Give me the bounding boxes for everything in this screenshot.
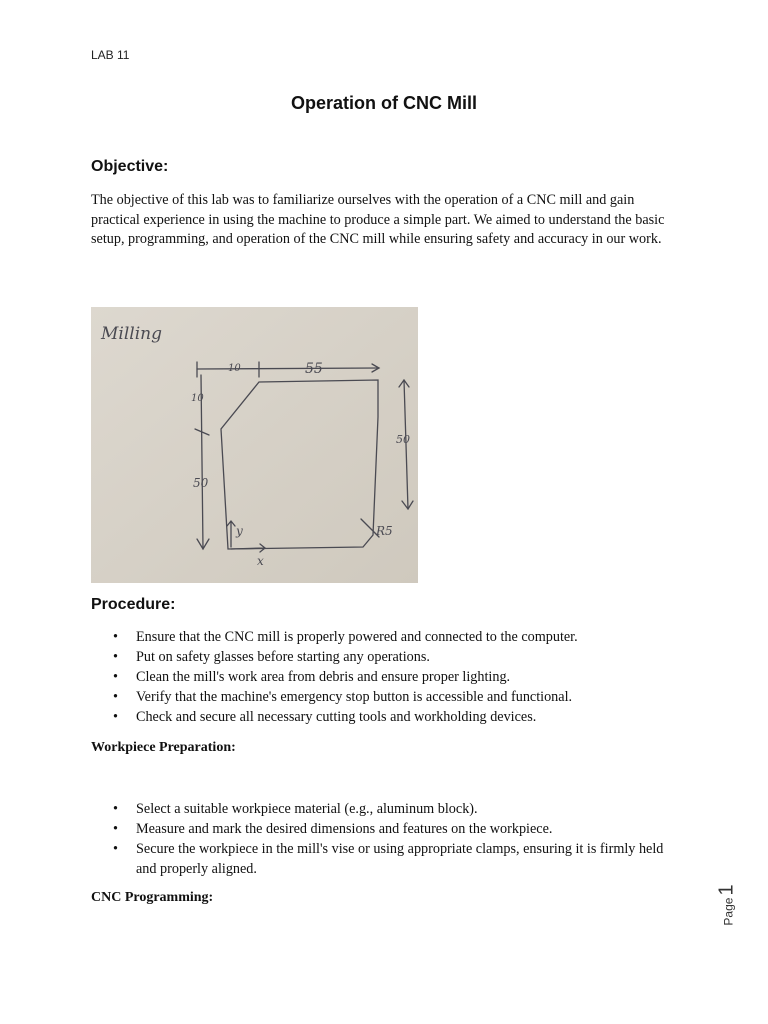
procedure-heading: Procedure: [91,596,176,613]
cnc-programming-heading: CNC Programming: [91,890,214,905]
workpiece-list [91,799,681,879]
y-axis-label: y [236,524,243,538]
list-item-text: Ensure that the CNC mill is properly powered and connected to the computer. [136,629,578,645]
milling-sketch [91,307,418,583]
objective-paragraph: The objective of this lab was to familiarize ourselves with the operation of a CNC mill and gain practical experience in using the machine to produce a simple part. We aimed to understand the basic setup, programming, and operation of the CNC mill while ensuring safety and accuracy in our work. [91,192,665,248]
list-item-text: Measure and mark the desired dimensions and features on the workpiece. [136,821,553,837]
page-digit: 1 [715,884,738,896]
page-number [712,880,742,930]
list-item [91,799,681,819]
page-label: Page [721,897,736,926]
bullet-icon: • [113,841,118,857]
sketch-caption: Milling [101,324,162,344]
dim-left-short: 10 [191,393,204,404]
list-item-text: Clean the mill's work area from debris and ensure proper lighting. [136,669,511,685]
list-item [91,819,681,839]
list-item-text: Check and secure all necessary cutting tools and workholding devices. [136,709,537,725]
paper-background [91,307,418,583]
bullet-icon: • [113,649,118,665]
bullet-icon: • [113,689,118,705]
workpiece-heading: Workpiece Preparation: [91,740,236,755]
bullet-icon: • [113,709,118,725]
dim-top: 55 [305,361,323,377]
lab-label: LAB 11 [91,48,130,62]
procedure-list [91,627,681,727]
x-axis-label: x [257,554,264,568]
dim-left: 50 [193,476,209,490]
bullet-icon: • [113,669,118,685]
list-item-text: Verify that the machine's emergency stop button is accessible and functional. [136,689,573,705]
bullet-icon: • [113,801,118,817]
list-item-text: Select a suitable workpiece material (e.g., aluminum block). [136,801,478,817]
list-item [91,647,681,667]
page-title: Operation of CNC Mill [291,93,477,113]
list-item [91,839,681,879]
milling-sketch-photo [91,307,418,583]
dim-top-left: 10 [228,363,241,374]
list-item [91,707,681,727]
bullet-icon: • [113,821,118,837]
dim-right: 50 [396,433,410,446]
list-item [91,627,681,647]
list-item [91,687,681,707]
list-item [91,667,681,687]
dim-corner-radius: R5 [376,524,393,538]
list-item-text: Put on safety glasses before starting any operations. [136,649,430,665]
bullet-icon: • [113,629,118,645]
objective-heading: Objective: [91,158,169,175]
list-item-text: Secure the workpiece in the mill's vise or using appropriate clamps, ensuring it is firmly held and properly aligned. [136,841,664,877]
